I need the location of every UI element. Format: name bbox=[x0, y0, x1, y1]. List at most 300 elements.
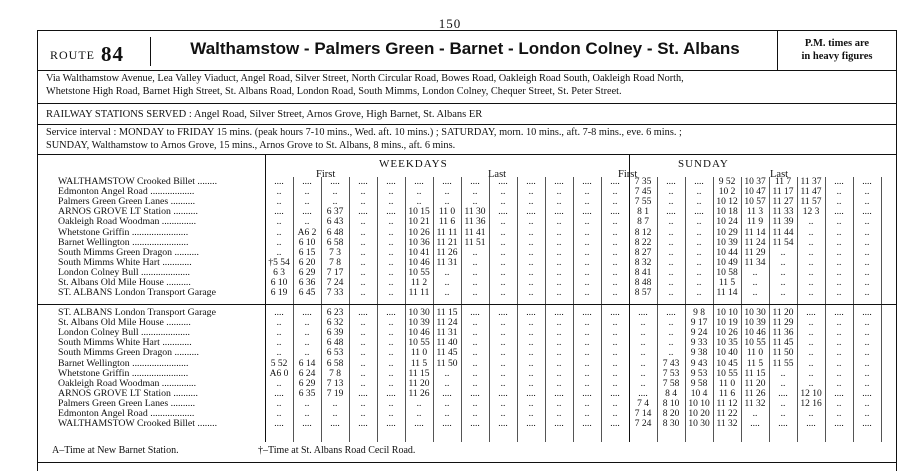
time-cell: 8 4 bbox=[665, 388, 677, 399]
time-cell: .. bbox=[808, 247, 814, 258]
time-cell: 11 3 bbox=[746, 207, 764, 218]
time-cell: .. bbox=[808, 257, 814, 268]
time-cell: .... bbox=[358, 308, 368, 318]
time-cell: .. bbox=[668, 348, 674, 359]
time-cell: .. bbox=[612, 247, 618, 258]
time-cell: 11 33 bbox=[772, 207, 794, 218]
time-cell: .. bbox=[556, 398, 562, 409]
time-cell: 11 26 bbox=[408, 388, 430, 399]
time-cell: 11 32 bbox=[716, 419, 738, 430]
time-cell: 10 24 bbox=[716, 217, 738, 228]
time-cell: .. bbox=[668, 288, 674, 299]
time-cell: .. bbox=[780, 368, 786, 379]
via-line-2: Whetstone High Road, Barnet High Street, St. Albans Road, London Road, South Mimms, London Colney, Chequer Street, St. Peter Street. bbox=[46, 85, 622, 97]
time-cell: .... bbox=[498, 207, 508, 218]
time-cell: 10 46 bbox=[408, 257, 430, 268]
time-cell: .. bbox=[864, 197, 870, 208]
time-cell: 8 7 bbox=[637, 217, 649, 228]
time-cell: .. bbox=[304, 409, 310, 419]
time-cell: .... bbox=[582, 419, 592, 430]
time-cell: .. bbox=[276, 318, 282, 329]
time-cell: .. bbox=[836, 398, 842, 409]
time-cell: .. bbox=[528, 187, 534, 198]
time-cell: .. bbox=[584, 378, 590, 389]
time-cell: .. bbox=[668, 318, 674, 329]
time-cell: .. bbox=[640, 328, 646, 339]
time-cell: 10 2 bbox=[718, 187, 736, 198]
time-cell: 7 35 bbox=[634, 177, 652, 187]
time-cell: .. bbox=[808, 338, 814, 349]
time-cell: .. bbox=[528, 217, 534, 228]
time-cell: .. bbox=[360, 247, 366, 258]
time-cell: .. bbox=[584, 247, 590, 258]
time-cell: .... bbox=[554, 308, 564, 318]
time-cell: .. bbox=[808, 328, 814, 339]
time-cell: 11 2 bbox=[410, 278, 428, 288]
time-cell: 12 16 bbox=[800, 398, 822, 409]
time-cell: .. bbox=[528, 368, 534, 379]
time-cell: .. bbox=[668, 278, 674, 288]
time-cell: .. bbox=[500, 288, 506, 299]
service-line-1: Service interval : MONDAY to FRIDAY 15 mins. (peak hours 7-10 mins., Wed. aft. 10 mins.) ; SATURDAY, morn. 10 mins., aft. 7-8 mins., eve. 6 mins. ; bbox=[46, 127, 682, 138]
time-cell: .. bbox=[836, 257, 842, 268]
time-cell: .. bbox=[808, 237, 814, 248]
time-cell: .. bbox=[472, 398, 478, 409]
time-cell: .... bbox=[526, 388, 536, 399]
time-cell: .. bbox=[556, 187, 562, 198]
time-cell: .... bbox=[358, 419, 368, 430]
time-cell: .. bbox=[696, 267, 702, 278]
stop-name: Edmonton Angel Road .................. bbox=[58, 408, 195, 419]
time-cell: .. bbox=[360, 278, 366, 288]
time-cell: .. bbox=[864, 409, 870, 419]
time-cell: .... bbox=[442, 419, 452, 430]
time-cell: .. bbox=[472, 328, 478, 339]
time-cell: 11 14 bbox=[716, 288, 738, 299]
time-cell: .... bbox=[834, 388, 844, 399]
time-cell: †5 54 bbox=[268, 257, 290, 268]
time-cell: .. bbox=[836, 409, 842, 419]
time-cell: A6 0 bbox=[269, 368, 289, 379]
time-cell: .. bbox=[836, 368, 842, 379]
time-cell: .. bbox=[528, 227, 534, 238]
time-cell: .. bbox=[864, 217, 870, 228]
time-cell: .. bbox=[556, 217, 562, 228]
time-cell: .. bbox=[668, 338, 674, 349]
time-cell: .. bbox=[556, 409, 562, 419]
stop-name: Palmers Green Green Lanes .......... bbox=[58, 397, 196, 409]
route-number: 84 bbox=[101, 42, 124, 66]
time-cell: 6 32 bbox=[326, 318, 344, 329]
time-cell: .. bbox=[612, 267, 618, 278]
time-cell: .. bbox=[584, 278, 590, 288]
time-cell: .. bbox=[836, 348, 842, 359]
stop-name: Edmonton Angel Road .................. bbox=[58, 186, 195, 198]
time-cell: .. bbox=[500, 318, 506, 329]
time-cell: 11 20 bbox=[772, 308, 794, 318]
time-cell: .... bbox=[274, 207, 284, 218]
time-cell: 11 5 bbox=[410, 358, 428, 369]
weekdays-heading: WEEKDAYS bbox=[379, 158, 448, 170]
time-cell: .. bbox=[276, 217, 282, 228]
time-cell: .. bbox=[864, 368, 870, 379]
time-cell: 11 27 bbox=[772, 197, 794, 208]
time-cell: .. bbox=[388, 288, 394, 299]
time-cell: 11 11 bbox=[408, 288, 430, 299]
time-cell: .. bbox=[752, 278, 758, 288]
time-cell: 9 24 bbox=[690, 328, 708, 339]
stop-name: South Mimms Green Dragon .......... bbox=[58, 347, 199, 359]
direction-divider bbox=[38, 304, 896, 305]
time-cell: .... bbox=[610, 388, 620, 399]
time-cell: .. bbox=[836, 217, 842, 228]
time-cell: 11 20 bbox=[408, 378, 430, 389]
time-cell: .. bbox=[696, 197, 702, 208]
time-cell: .. bbox=[500, 257, 506, 268]
time-cell: .. bbox=[836, 338, 842, 349]
time-cell: 11 30 bbox=[464, 207, 486, 218]
time-cell: .. bbox=[332, 187, 338, 198]
time-cell: .. bbox=[472, 197, 478, 208]
time-cell: .. bbox=[780, 378, 786, 389]
time-cell: .. bbox=[836, 378, 842, 389]
time-cell: .. bbox=[388, 278, 394, 288]
time-cell: .. bbox=[528, 257, 534, 268]
time-cell: 9 53 bbox=[690, 368, 708, 379]
time-cell: .. bbox=[500, 378, 506, 389]
time-cell: 6 58 bbox=[326, 358, 344, 369]
time-cell: 6 58 bbox=[326, 237, 344, 248]
time-cell: .. bbox=[584, 197, 590, 208]
time-cell: .... bbox=[750, 419, 760, 430]
route-word: ROUTE bbox=[50, 48, 95, 62]
time-cell: .. bbox=[836, 318, 842, 329]
time-cell: 12 3 bbox=[802, 207, 820, 218]
time-cell: 10 49 bbox=[716, 257, 738, 268]
time-cell: .... bbox=[274, 308, 284, 318]
time-cell: .. bbox=[528, 288, 534, 299]
time-cell: 11 0 bbox=[746, 348, 764, 359]
time-cell: .. bbox=[472, 358, 478, 369]
time-cell: .. bbox=[472, 267, 478, 278]
stop-name: London Colney Bull .................... bbox=[58, 266, 190, 278]
time-cell: .... bbox=[358, 388, 368, 399]
time-cell: .. bbox=[612, 288, 618, 299]
time-cell: 11 44 bbox=[772, 227, 794, 238]
time-cell: 11 31 bbox=[436, 328, 458, 339]
time-cell: .. bbox=[696, 278, 702, 288]
time-cell: 9 38 bbox=[690, 348, 708, 359]
route-label bbox=[50, 40, 124, 65]
time-cell: .. bbox=[584, 398, 590, 409]
time-cell: .... bbox=[302, 419, 312, 430]
time-cell: .. bbox=[612, 368, 618, 379]
time-cell: .. bbox=[556, 197, 562, 208]
time-cell: .. bbox=[472, 338, 478, 349]
time-cell: .... bbox=[806, 419, 816, 430]
time-cell: .. bbox=[836, 197, 842, 208]
time-cell: 10 41 bbox=[408, 247, 430, 258]
time-cell: .... bbox=[414, 419, 424, 430]
time-cell: .... bbox=[666, 207, 676, 218]
time-cell: .. bbox=[808, 267, 814, 278]
time-cell: 8 57 bbox=[634, 288, 652, 299]
time-cell: .... bbox=[386, 177, 396, 187]
time-cell: .. bbox=[444, 378, 450, 389]
time-cell: 10 39 bbox=[744, 318, 766, 329]
time-cell: .... bbox=[610, 177, 620, 187]
time-cell: .. bbox=[612, 187, 618, 198]
time-cell: .... bbox=[386, 388, 396, 399]
stop-name: South Mimms White Hart ............ bbox=[58, 256, 192, 268]
time-cell: .. bbox=[808, 358, 814, 369]
time-cell: .. bbox=[696, 237, 702, 248]
time-cell: 10 10 bbox=[688, 398, 710, 409]
time-cell: .... bbox=[694, 207, 704, 218]
time-cell: .. bbox=[836, 247, 842, 258]
time-cell: 7 24 bbox=[634, 419, 652, 430]
time-cell: .. bbox=[444, 288, 450, 299]
time-cell: .. bbox=[612, 338, 618, 349]
time-cell: .... bbox=[862, 308, 872, 318]
time-cell: .... bbox=[414, 177, 424, 187]
time-cell: .. bbox=[360, 217, 366, 228]
time-cell: 9 52 bbox=[718, 177, 736, 187]
time-cell: 11 14 bbox=[744, 227, 766, 238]
time-cell: .. bbox=[668, 257, 674, 268]
time-cell: .. bbox=[808, 227, 814, 238]
time-cell: .. bbox=[276, 247, 282, 258]
time-cell: .. bbox=[864, 318, 870, 329]
time-cell: .. bbox=[780, 398, 786, 409]
time-cell: 11 15 bbox=[408, 368, 430, 379]
time-cell: .. bbox=[556, 237, 562, 248]
time-cell: 10 18 bbox=[716, 207, 738, 218]
weekdays-last-heading: Last bbox=[488, 169, 507, 180]
time-cell: .. bbox=[808, 368, 814, 379]
time-cell: .. bbox=[500, 348, 506, 359]
time-cell: .. bbox=[500, 187, 506, 198]
divider bbox=[38, 154, 896, 155]
time-cell: .. bbox=[864, 338, 870, 349]
time-cell: 11 51 bbox=[464, 237, 486, 248]
time-cell: 11 55 bbox=[772, 358, 794, 369]
time-cell: 10 35 bbox=[716, 338, 738, 349]
time-cell: .... bbox=[470, 388, 480, 399]
time-cell: .. bbox=[752, 288, 758, 299]
time-cell: .... bbox=[834, 308, 844, 318]
time-cell: 6 29 bbox=[298, 378, 316, 389]
time-cell: .. bbox=[388, 368, 394, 379]
time-cell: .. bbox=[864, 227, 870, 238]
time-cell: 10 46 bbox=[744, 328, 766, 339]
time-cell: .. bbox=[696, 227, 702, 238]
time-cell: .... bbox=[862, 388, 872, 399]
time-cell: 11 0 bbox=[718, 378, 736, 389]
time-cell: 9 17 bbox=[690, 318, 708, 329]
time-cell: .. bbox=[556, 257, 562, 268]
time-cell: 7 19 bbox=[326, 388, 344, 399]
time-cell: 8 20 bbox=[662, 409, 680, 419]
time-cell: .. bbox=[360, 288, 366, 299]
divider bbox=[38, 462, 896, 463]
time-cell: .. bbox=[416, 187, 422, 198]
time-cell: .... bbox=[498, 177, 508, 187]
stop-name: South Mimms Green Dragon .......... bbox=[58, 246, 199, 258]
time-cell: 6 37 bbox=[326, 207, 344, 218]
time-cell: .. bbox=[612, 348, 618, 359]
time-cell: 11 24 bbox=[436, 318, 458, 329]
time-cell: .. bbox=[612, 227, 618, 238]
time-cell: .. bbox=[556, 338, 562, 349]
time-cell: .. bbox=[780, 267, 786, 278]
time-cell: .. bbox=[780, 278, 786, 288]
time-cell: .. bbox=[528, 409, 534, 419]
time-cell: .. bbox=[584, 358, 590, 369]
time-cell: .... bbox=[498, 419, 508, 430]
time-cell: 10 30 bbox=[408, 308, 430, 318]
time-cell: 11 29 bbox=[772, 318, 794, 329]
time-cell: .. bbox=[612, 278, 618, 288]
time-cell: .. bbox=[500, 278, 506, 288]
time-cell: .. bbox=[696, 288, 702, 299]
time-cell: 6 45 bbox=[298, 288, 316, 299]
time-cell: .. bbox=[836, 358, 842, 369]
time-cell: 10 39 bbox=[716, 237, 738, 248]
time-cell: 10 12 bbox=[716, 197, 738, 208]
time-cell: 7 58 bbox=[662, 378, 680, 389]
time-cell: .. bbox=[556, 247, 562, 258]
time-cell: .... bbox=[582, 177, 592, 187]
time-cell: .. bbox=[304, 187, 310, 198]
time-cell: .. bbox=[472, 257, 478, 268]
route-title: Walthamstow - Palmers Green - Barnet - London Colney - St. Albans bbox=[190, 39, 740, 58]
time-cell: 8 10 bbox=[662, 398, 680, 409]
time-cell: .. bbox=[500, 328, 506, 339]
time-cell: .. bbox=[528, 348, 534, 359]
time-cell: 10 29 bbox=[716, 227, 738, 238]
time-cell: .. bbox=[276, 348, 282, 359]
time-cell: 7 55 bbox=[634, 197, 652, 208]
stop-name: ST. ALBANS London Transport Garage bbox=[58, 307, 216, 318]
time-cell: 11 26 bbox=[744, 388, 766, 399]
time-cell: 11 41 bbox=[464, 227, 486, 238]
service-line-2: SUNDAY, Walthamstow to Arnos Grove, 15 mins., Arnos Grove to St. Albans, 8 mins., aft. 6 mins. bbox=[46, 139, 456, 151]
time-cell: .. bbox=[864, 187, 870, 198]
time-cell: .... bbox=[330, 177, 340, 187]
time-cell: 7 14 bbox=[634, 409, 652, 419]
time-cell: .... bbox=[666, 308, 676, 318]
time-cell: .. bbox=[696, 257, 702, 268]
stop-name: Palmers Green Green Lanes .......... bbox=[58, 196, 196, 208]
time-cell: .. bbox=[304, 197, 310, 208]
time-cell: 7 45 bbox=[634, 187, 652, 198]
time-cell: .. bbox=[388, 348, 394, 359]
time-cell: 11 37 bbox=[800, 177, 822, 187]
time-cell: .. bbox=[332, 398, 338, 409]
time-cell: .. bbox=[584, 217, 590, 228]
time-cell: .. bbox=[444, 278, 450, 288]
time-cell: .. bbox=[584, 237, 590, 248]
time-cell: 7 33 bbox=[326, 288, 344, 299]
time-cell: .. bbox=[500, 267, 506, 278]
time-cell: .. bbox=[556, 378, 562, 389]
stop-name: Whetstone Griffin ....................... bbox=[58, 226, 189, 238]
time-cell: .. bbox=[360, 378, 366, 389]
stop-name: Oakleigh Road Woodman .............. bbox=[58, 377, 197, 389]
weekdays-first-heading: First bbox=[316, 169, 336, 180]
time-cell: .... bbox=[526, 207, 536, 218]
time-cell: .. bbox=[472, 348, 478, 359]
time-cell: .. bbox=[276, 187, 282, 198]
time-cell: 7 8 bbox=[329, 368, 341, 379]
time-cell: 6 3 bbox=[273, 267, 285, 278]
time-cell: 8 27 bbox=[634, 247, 652, 258]
stop-name: ARNOS GROVE LT Station .......... bbox=[58, 206, 198, 218]
time-cell: 11 45 bbox=[772, 338, 794, 349]
time-cell: .. bbox=[584, 187, 590, 198]
time-cell: .. bbox=[808, 288, 814, 299]
time-cell: .. bbox=[388, 237, 394, 248]
time-cell: 10 19 bbox=[716, 318, 738, 329]
time-cell: .... bbox=[470, 419, 480, 430]
stop-name: ARNOS GROVE LT Station .......... bbox=[58, 387, 198, 399]
time-cell: .. bbox=[780, 409, 786, 419]
time-cell: .. bbox=[388, 398, 394, 409]
time-cell: .... bbox=[862, 177, 872, 187]
time-cell: 10 20 bbox=[688, 409, 710, 419]
time-cell: .. bbox=[500, 409, 506, 419]
time-cell: 8 48 bbox=[634, 278, 652, 288]
time-cell: 10 26 bbox=[408, 227, 430, 238]
time-cell: .. bbox=[612, 257, 618, 268]
time-cell: .. bbox=[556, 288, 562, 299]
time-cell: .. bbox=[388, 378, 394, 389]
route-header bbox=[38, 31, 896, 71]
time-cell: .. bbox=[528, 378, 534, 389]
time-cell: 7 4 bbox=[637, 398, 649, 409]
time-cell: 11 11 bbox=[436, 227, 458, 238]
time-cell: .... bbox=[778, 388, 788, 399]
time-cell: .. bbox=[472, 409, 478, 419]
time-cell: 10 4 bbox=[690, 388, 708, 399]
time-cell: .. bbox=[780, 257, 786, 268]
time-cell: .. bbox=[584, 348, 590, 359]
time-cell: .. bbox=[388, 318, 394, 329]
time-cell: 7 17 bbox=[326, 267, 344, 278]
time-cell: 11 50 bbox=[436, 358, 458, 369]
time-cell: .. bbox=[500, 338, 506, 349]
time-cell: 6 29 bbox=[298, 267, 316, 278]
time-cell: 11 57 bbox=[800, 197, 822, 208]
time-cell: .. bbox=[864, 247, 870, 258]
time-cell: .. bbox=[668, 227, 674, 238]
time-cell: .. bbox=[500, 227, 506, 238]
time-cell: .. bbox=[808, 318, 814, 329]
time-cell: 6 35 bbox=[298, 388, 316, 399]
time-cell: .. bbox=[864, 288, 870, 299]
time-cell: .... bbox=[582, 388, 592, 399]
time-cell: 9 33 bbox=[690, 338, 708, 349]
time-cell: 11 54 bbox=[772, 237, 794, 248]
time-cell: .. bbox=[388, 409, 394, 419]
service-interval bbox=[46, 127, 891, 152]
time-cell: .. bbox=[836, 288, 842, 299]
time-cell: .. bbox=[444, 197, 450, 208]
time-cell: 11 31 bbox=[436, 257, 458, 268]
time-cell: 8 12 bbox=[634, 227, 652, 238]
time-cell: 11 5 bbox=[718, 278, 736, 288]
